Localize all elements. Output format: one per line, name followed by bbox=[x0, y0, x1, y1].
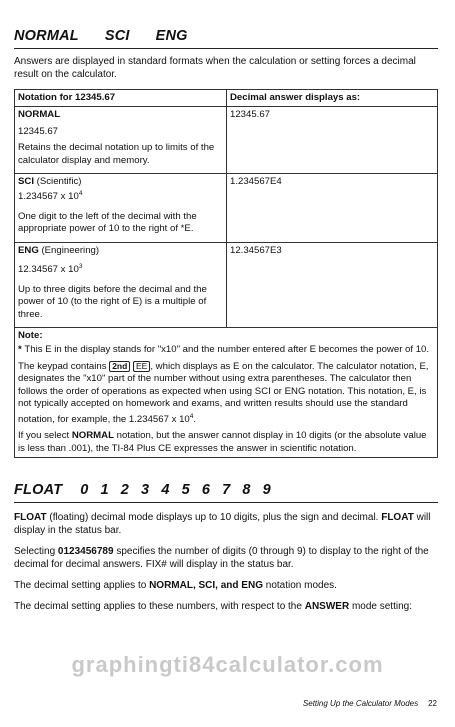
float-p1-a: (floating) decimal mode displays up to 10 digits, plus the sign and decimal. bbox=[46, 511, 382, 523]
normal-display: 12345.67 bbox=[227, 107, 438, 174]
note-p2-end: . bbox=[193, 413, 197, 425]
heading-digit: 6 bbox=[201, 481, 211, 498]
table-header-row bbox=[15, 90, 438, 107]
sci-desc-end: . bbox=[190, 223, 194, 235]
normal-desc: Retains the decimal notation up to limits of the calculator display and memory. bbox=[18, 142, 215, 166]
eng-example: 12.34567 x 10 bbox=[18, 264, 79, 276]
float-p1 bbox=[14, 511, 438, 537]
float-p1-bold2: FLOAT bbox=[381, 511, 414, 523]
float-p2-a: Selecting bbox=[14, 545, 58, 557]
heading-digit: 5 bbox=[181, 481, 190, 498]
sci-example-exp: 4 bbox=[78, 190, 83, 198]
heading-sci: SCI bbox=[104, 28, 130, 44]
section-heading-notation bbox=[14, 28, 438, 49]
note-p3-b: notation, but the answer cannot display in 10 digits (or the absolute value is less than .001), the TI-84 Plus CE expresses the answer in scientific notation. bbox=[18, 430, 427, 454]
note-p1-text: This E in the display stands for "x10" and the number entered after E becomes the power of 10. bbox=[24, 344, 430, 356]
float-p3-b: notation modes. bbox=[262, 579, 337, 591]
note-star: * bbox=[18, 344, 25, 356]
page-number: 22 bbox=[428, 699, 437, 708]
heading-digit: 0 bbox=[80, 481, 89, 498]
heading-eng: ENG bbox=[155, 28, 188, 44]
table-row bbox=[15, 328, 438, 458]
sci-name-suffix: (Scientific) bbox=[34, 176, 82, 188]
sci-name: SCI bbox=[18, 176, 34, 188]
key-2nd: 2nd bbox=[109, 361, 130, 372]
note-p2-b: , which displays as E on the calculator. The calculator notation, E, designates the "x10" part of the number without using extra parentheses. The calculator then follows the order of operations as expected when using SCI or ENG notation. This notation, E, is not typically accepted on homework and exams, and written results should use the standard notation, for example, the 1.234567 x 10 bbox=[18, 360, 429, 425]
eng-name: ENG bbox=[18, 244, 39, 256]
sci-desc: One digit to the left of the decimal with the appropriate power of 10 to the right of bbox=[18, 211, 197, 235]
note-p1 bbox=[18, 344, 434, 356]
footer-title: Setting Up the Calculator Modes bbox=[302, 699, 419, 708]
document-page bbox=[14, 0, 438, 613]
heading-digit: 2 bbox=[120, 481, 130, 498]
heading-digit: 8 bbox=[242, 481, 251, 498]
table-row bbox=[15, 174, 438, 243]
normal-name: NORMAL bbox=[18, 109, 61, 121]
note-p3 bbox=[18, 430, 434, 455]
section-heading-float bbox=[14, 482, 438, 503]
note-cell bbox=[15, 328, 438, 458]
float-p2-b: specifies the number of digits (0 through 9) to display to the right of the decimal for decimal answers. FIX# will display in the status bar. bbox=[14, 545, 429, 570]
note-label: Note: bbox=[18, 330, 43, 342]
heading-digit: 4 bbox=[161, 481, 170, 498]
note-p3-bold: NORMAL bbox=[71, 430, 114, 442]
header-notation: Notation for 12345.67 bbox=[15, 90, 227, 107]
note-p3-a: If you select bbox=[18, 430, 72, 442]
intro-paragraph: Answers are displayed in standard formats when the calculation or setting forces a decimal result on the calculator. bbox=[14, 56, 416, 80]
eng-name-suffix: (Engineering) bbox=[38, 244, 100, 256]
float-p4-b: mode setting: bbox=[349, 600, 412, 612]
page-footer bbox=[303, 699, 437, 708]
table-row bbox=[15, 107, 438, 174]
key-ee: EE bbox=[133, 361, 150, 372]
heading-float: FLOAT bbox=[14, 481, 63, 498]
normal-example: 12345.67 bbox=[18, 125, 59, 137]
table-row bbox=[15, 242, 438, 327]
heading-normal: NORMAL bbox=[14, 28, 79, 44]
heading-digit: 3 bbox=[141, 481, 150, 498]
notation-table bbox=[14, 89, 438, 458]
float-p1-bold: FLOAT bbox=[14, 511, 47, 523]
heading-digit: 1 bbox=[100, 481, 109, 498]
eng-cell bbox=[15, 242, 227, 327]
eng-example-exp: 3 bbox=[78, 263, 83, 271]
eng-display: 12.34567E3 bbox=[227, 242, 438, 327]
note-p2-a: The keypad contains bbox=[18, 360, 110, 372]
normal-cell bbox=[15, 107, 227, 174]
sci-example: 1.234567 x 10 bbox=[18, 191, 79, 203]
note-p2 bbox=[18, 361, 434, 426]
note-p2-exp: 4 bbox=[189, 412, 194, 420]
float-p3 bbox=[14, 579, 438, 592]
float-p3-a: The decimal setting applies to bbox=[14, 579, 150, 591]
heading-digit: 9 bbox=[262, 481, 271, 498]
float-p2 bbox=[14, 545, 438, 571]
sci-cell bbox=[15, 174, 227, 243]
float-p2-bold: 0123456789 bbox=[57, 545, 114, 557]
sci-display: 1.234567E4 bbox=[227, 174, 438, 243]
watermark-text: graphingti84calculator.com bbox=[71, 652, 384, 677]
float-p4 bbox=[14, 600, 438, 613]
float-p4-bold: ANSWER bbox=[304, 600, 350, 612]
float-p3-bold: NORMAL, SCI, and ENG bbox=[149, 579, 263, 591]
float-p1-b: will display in the status bar. bbox=[14, 511, 431, 536]
header-decimal: Decimal answer displays as: bbox=[227, 90, 438, 107]
sci-desc-mark: *E bbox=[180, 223, 191, 235]
float-section-body bbox=[14, 511, 438, 613]
heading-digit: 7 bbox=[222, 481, 231, 498]
float-p4-a: The decimal setting applies to these numbers, with respect to the bbox=[14, 600, 305, 612]
eng-desc: Up to three digits before the decimal and the power of 10 (to the right of E) is a multiple of three. bbox=[18, 283, 207, 320]
